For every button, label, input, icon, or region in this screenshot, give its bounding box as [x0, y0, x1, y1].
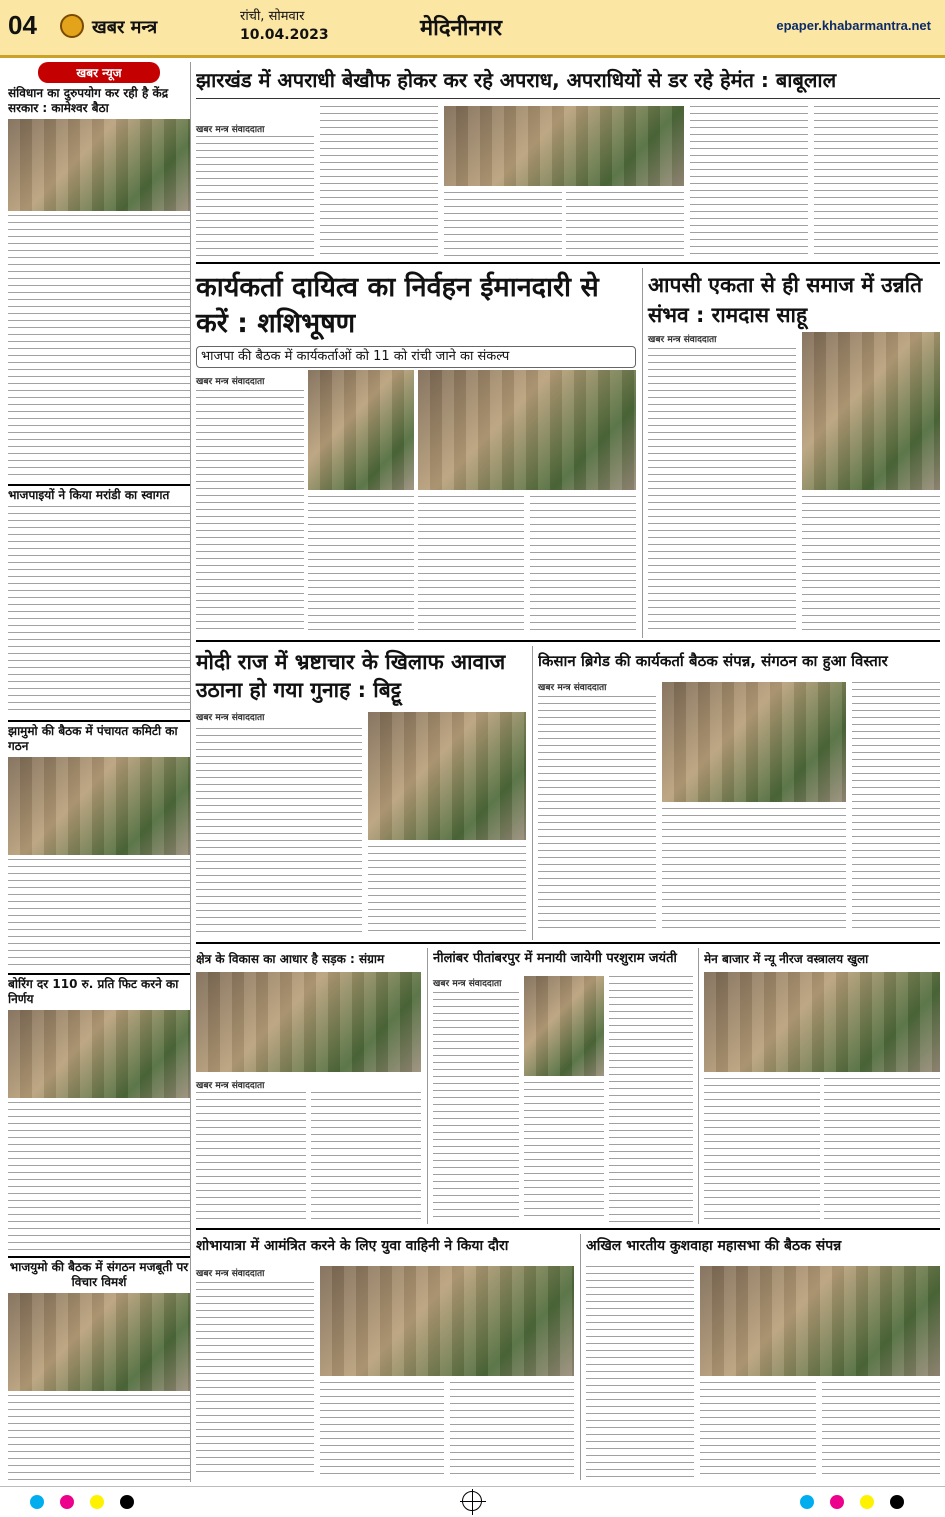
left-text-4 — [8, 1102, 190, 1252]
left-photo-4 — [8, 1293, 190, 1391]
section-ribbon: खबर न्यूज — [38, 62, 160, 83]
cyan-dot-icon — [30, 1495, 44, 1509]
story-5-headline: किसान ब्रिगेड की कार्यकर्ता बैठक संपन्न, संगठन का हुआ विस्तार — [538, 652, 888, 670]
story-5-text-a — [538, 696, 656, 934]
story-2-photo-b — [418, 370, 636, 490]
story-8-text-a — [704, 1078, 820, 1222]
black-dot-icon — [120, 1495, 134, 1509]
left-news-column — [8, 62, 191, 1482]
page-number: 04 — [8, 10, 37, 40]
print-registration-bar — [0, 1486, 945, 1517]
story-1-headline: झारखंड में अपराधी बेखौफ होकर कर रहे अपराध, अपराधियों से डर रहे हेमंत : बाबूलाल — [196, 68, 837, 92]
story-9-photo — [320, 1266, 574, 1376]
story-2-subheadline: भाजपा की बैठक में कार्यकर्ताओं को 11 को रांची जाने का संकल्प — [196, 346, 636, 368]
story-7-text-c — [609, 976, 693, 1222]
story-5-text-c — [852, 682, 940, 934]
story-9-text-b — [320, 1382, 444, 1478]
masthead — [0, 0, 945, 58]
yellow-dot-icon — [90, 1495, 104, 1509]
left-headline-2: भाजपाइयों ने किया मरांडी का स्वागत — [8, 484, 190, 503]
brand-name: खबर मन्त्र — [92, 17, 158, 38]
story-3-byline: खबर मन्त्र संवाददाता — [648, 335, 717, 345]
left-photo-1 — [8, 119, 190, 211]
story-9-text-c — [450, 1382, 574, 1478]
story-10-text-c — [822, 1382, 940, 1478]
story-2-headline: कार्यकर्ता दायित्व का निर्वहन ईमानदारी से करें : शशिभूषण — [196, 272, 599, 339]
story-5-text-b — [662, 808, 846, 934]
story-1-text-a — [196, 136, 314, 256]
story-6-photo — [196, 972, 421, 1072]
story-6-text-b — [311, 1092, 421, 1222]
story-3-text-a — [648, 348, 796, 632]
left-text-2 — [8, 506, 190, 716]
story-1-photo — [444, 106, 684, 186]
story-7-text-b — [524, 1082, 604, 1222]
story-5-byline: खबर मन्त्र संवाददाता — [538, 683, 607, 693]
story-7-text-a — [433, 992, 519, 1222]
story-7-byline: खबर मन्त्र संवाददाता — [433, 979, 502, 989]
story-2-byline: खबर मन्त्र संवाददाता — [196, 377, 265, 387]
black-dot-icon — [890, 1495, 904, 1509]
left-text-3 — [8, 859, 190, 969]
story-1-text-f — [814, 106, 938, 256]
story-4-photo — [368, 712, 526, 840]
story-6-headline: क्षेत्र के विकास का आधार है सड़क : संग्राम — [196, 952, 385, 966]
story-2-text-a — [196, 390, 304, 632]
story-6-byline: खबर मन्त्र संवाददाता — [196, 1081, 265, 1091]
story-10-photo — [700, 1266, 940, 1376]
left-headline-1: संविधान का दुरुपयोग कर रही है केंद्र सरकार : कामेश्वर बैठा — [8, 86, 169, 115]
story-2-photo-a — [308, 370, 414, 490]
story-7-photo — [524, 976, 604, 1076]
issue-date: 10.04.2023 — [240, 27, 329, 43]
story-2-text-b — [308, 496, 414, 632]
story-10-text-a — [586, 1266, 694, 1478]
left-headline-4: बोरिंग दर 110 रु. प्रति फिट करने का निर्णय — [8, 973, 190, 1007]
story-9-headline: शोभायात्रा में आमंत्रित करने के लिए युवा वाहिनी ने किया दौरा — [196, 1238, 509, 1254]
story-3-photo — [802, 332, 940, 490]
story-4-headline: मोदी राज में भ्रष्टाचार के खिलाफ आवाज उठाना हो गया गुनाह : बिट्टू — [196, 650, 506, 702]
left-photo-3 — [8, 1010, 190, 1098]
story-3-headline: आपसी एकता से ही समाज में उन्नति संभव : रामदास साहू — [648, 273, 923, 327]
left-headline-5: भाजयुमो की बैठक में संगठन मजबूती पर विचार विमर्श — [8, 1256, 190, 1290]
story-2-text-d — [530, 496, 636, 632]
story-10-text-b — [700, 1382, 816, 1478]
story-4-text-a — [196, 728, 362, 934]
story-7-headline: नीलांबर पीतांबरपुर में मनायी जायेगी परशुराम जयंती — [433, 951, 677, 966]
yellow-dot-icon — [860, 1495, 874, 1509]
story-8-photo — [704, 972, 940, 1072]
story-1-text-e — [690, 106, 808, 256]
left-text-5 — [8, 1395, 190, 1482]
story-2-text-c — [418, 496, 524, 632]
story-4-byline: खबर मन्त्र संवाददाता — [196, 713, 265, 723]
edition-name: मेदिनीनगर — [420, 16, 503, 41]
story-1-text-c — [444, 192, 562, 256]
story-5-photo — [662, 682, 846, 802]
story-1-text-b — [320, 106, 438, 256]
story-10-headline: अखिल भारतीय कुशवाहा महासभा की बैठक संपन्न — [586, 1238, 842, 1254]
left-headline-3: झामुमो की बैठक में पंचायत कमिटी का गठन — [8, 720, 190, 754]
story-8-text-b — [824, 1078, 940, 1222]
dateline — [240, 8, 329, 44]
epaper-link[interactable]: epaper.khabarmantra.net — [776, 18, 931, 33]
story-3-text-b — [802, 496, 940, 632]
magenta-dot-icon — [60, 1495, 74, 1509]
story-1-text-d — [566, 192, 684, 256]
story-4-text-b — [368, 846, 526, 934]
left-photo-2 — [8, 757, 190, 855]
left-text-1 — [8, 215, 190, 480]
registration-mark-icon — [462, 1491, 482, 1511]
story-9-byline: खबर मन्त्र संवाददाता — [196, 1269, 265, 1279]
story-8-headline: मेन बाजार में न्यू नीरज वस्त्रालय खुला — [704, 952, 869, 966]
cyan-dot-icon — [800, 1495, 814, 1509]
brand-logo-icon — [60, 14, 84, 38]
story-6-text-a — [196, 1092, 306, 1222]
story-1-byline: खबर मन्त्र संवाददाता — [196, 125, 265, 135]
city-day: रांची, सोमवार — [240, 9, 305, 24]
magenta-dot-icon — [830, 1495, 844, 1509]
story-9-text-a — [196, 1282, 314, 1478]
